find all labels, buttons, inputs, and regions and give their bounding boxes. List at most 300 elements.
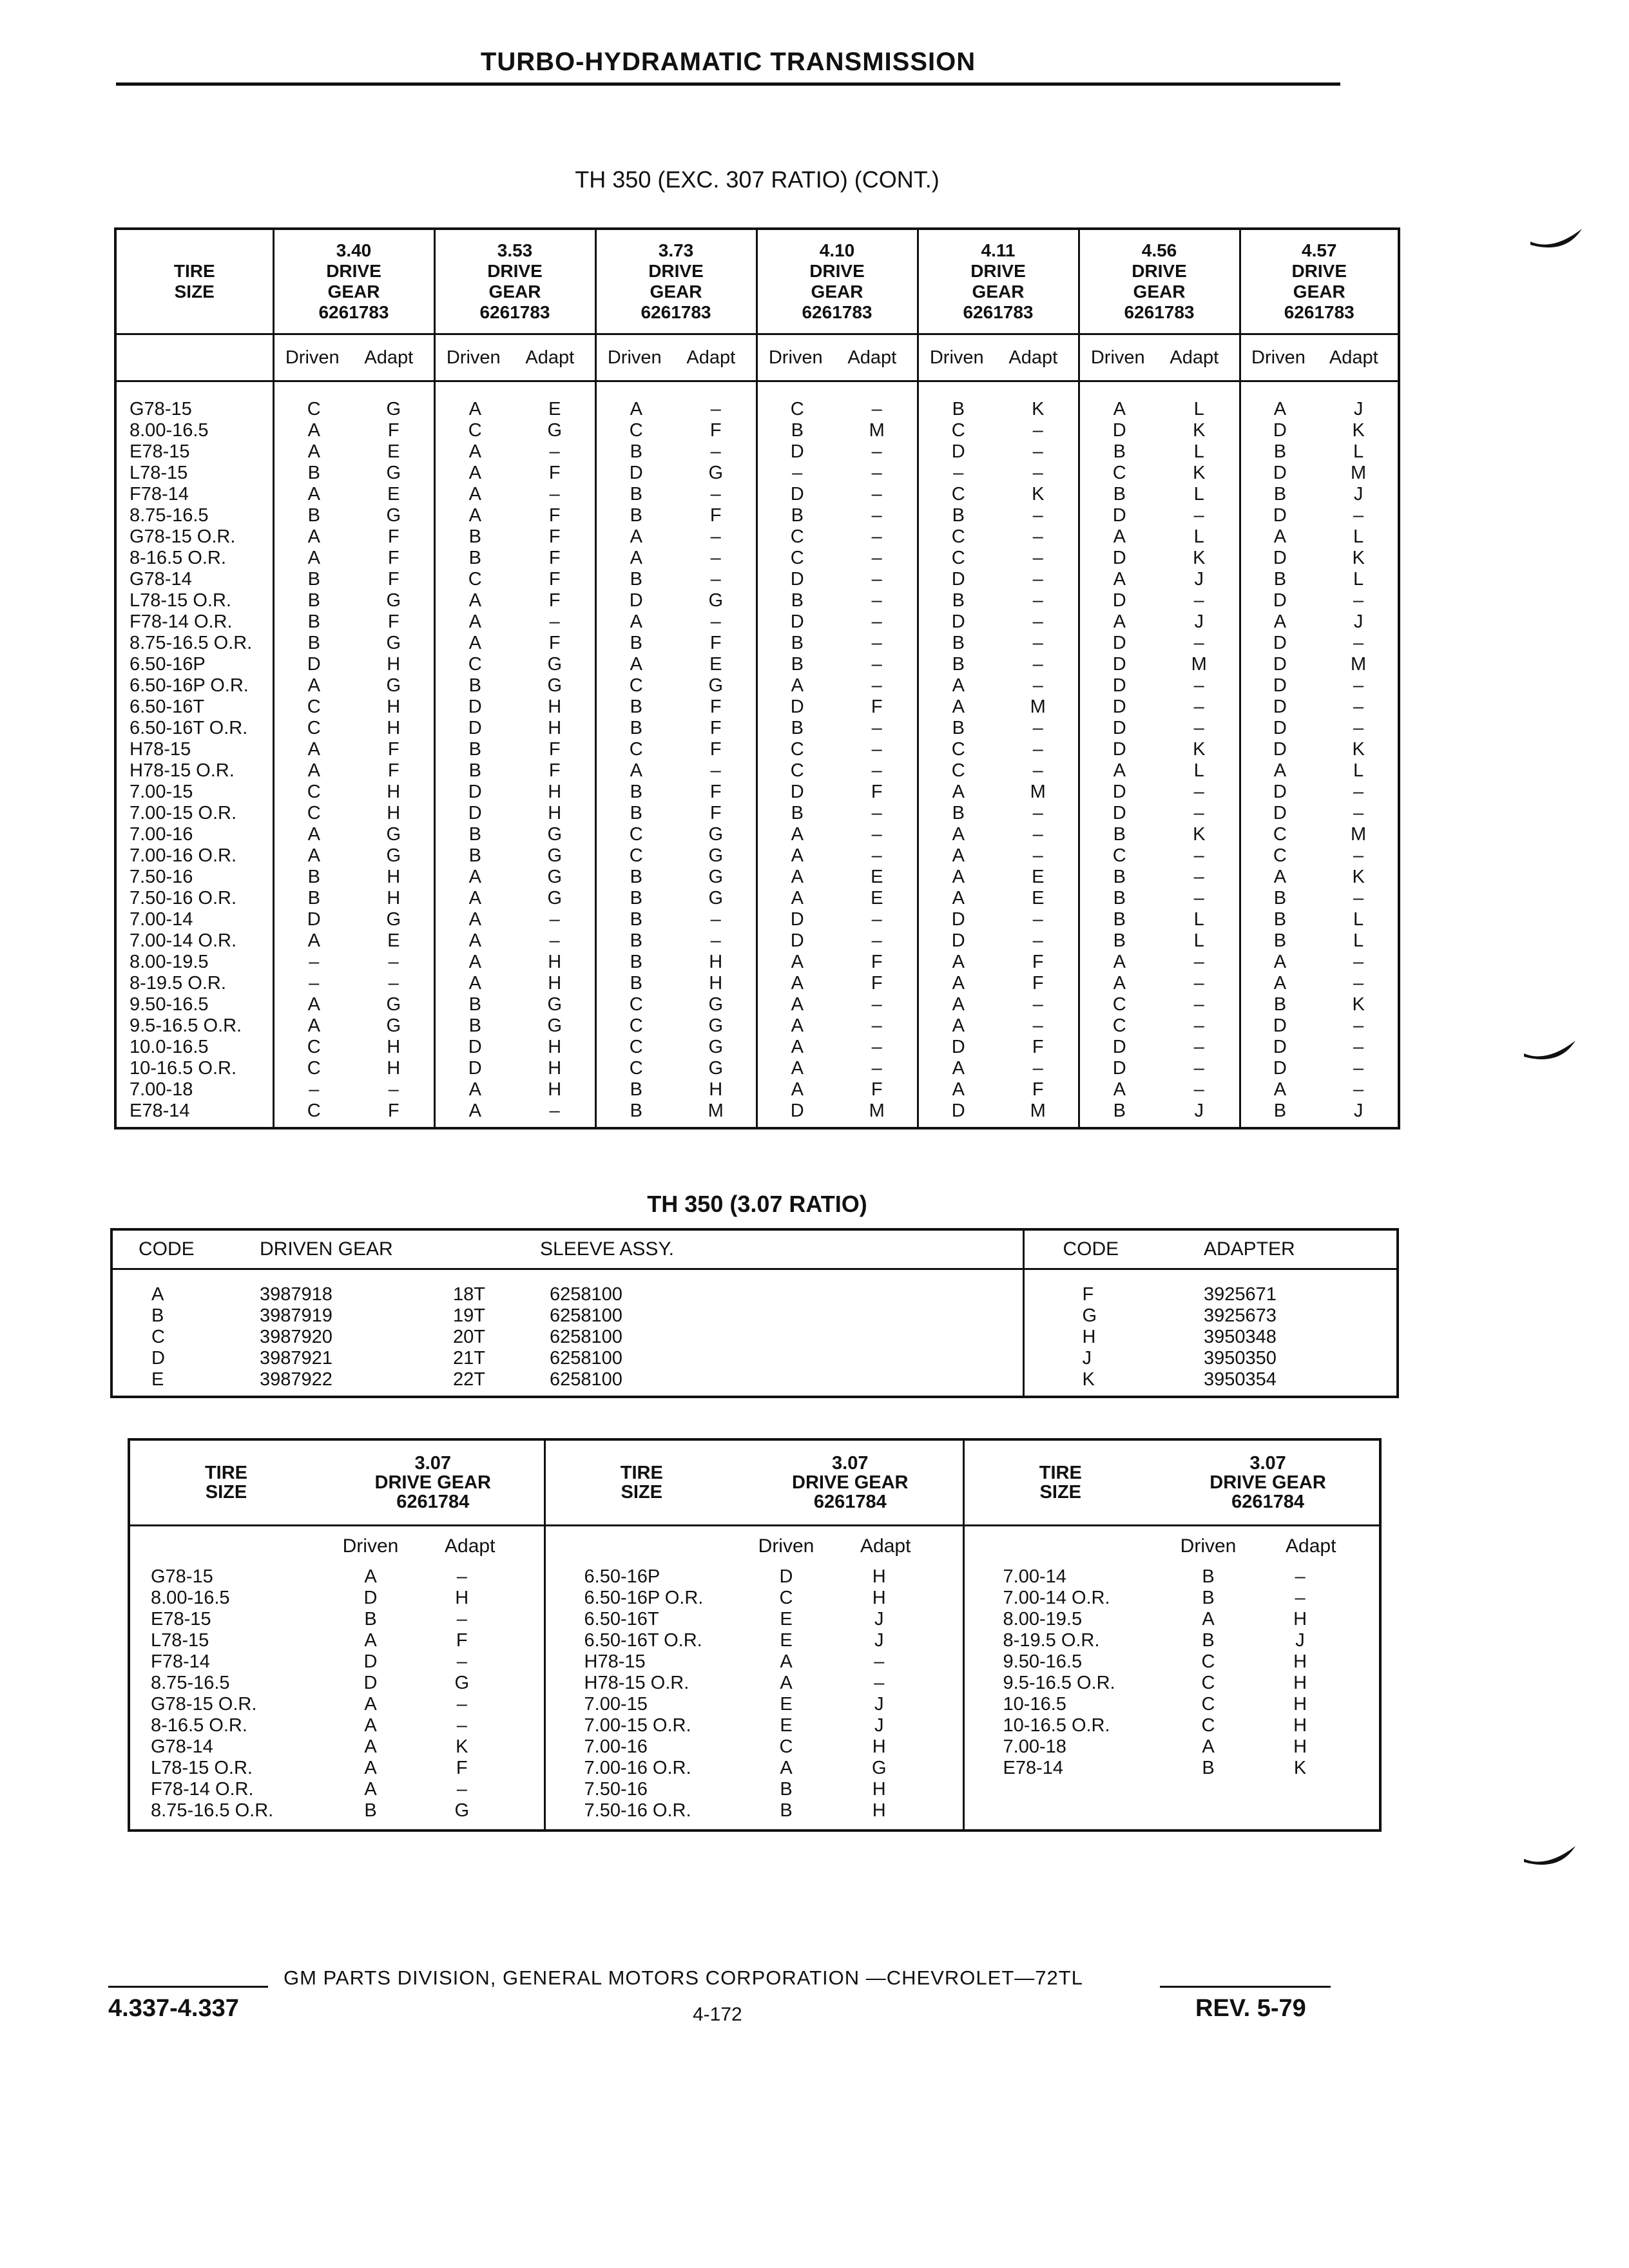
tire-size: 8-19.5 O.R.: [130, 973, 226, 994]
driven-code: A: [791, 675, 804, 696]
driven-gear-header: DRIVEN GEAR: [260, 1229, 530, 1269]
driven-code: C: [629, 1058, 643, 1079]
gear-code-row: [275, 845, 434, 867]
adapt-code: J: [874, 1630, 884, 1651]
adapter-code-header: CODE: [1023, 1229, 1107, 1269]
gear-code-row: [597, 484, 756, 505]
gear-code-row: [275, 1079, 434, 1100]
driven-code: C: [790, 399, 804, 419]
gear-code-row: [275, 1015, 434, 1037]
adapt-code: G: [386, 590, 401, 611]
adapt-code: –: [710, 930, 721, 951]
adapt-code: –: [1193, 845, 1204, 866]
gear-code-row: [758, 1058, 917, 1079]
adapt-code: –: [1353, 590, 1364, 611]
adapt-code: –: [1032, 463, 1043, 483]
gear-code-row: [919, 1100, 1078, 1122]
driven-part-number: 3987918: [260, 1284, 333, 1305]
adapt-code: H: [548, 803, 562, 823]
adapt-code: F: [709, 633, 722, 653]
driven-code: D: [1273, 697, 1287, 717]
driven-code: B: [630, 930, 642, 951]
gear-code-row: [275, 994, 434, 1015]
adapt-code: –: [1032, 1015, 1043, 1036]
driven-code: C: [1201, 1694, 1215, 1715]
gear-column-411: [918, 381, 1079, 1129]
driven-code: A: [364, 1694, 377, 1715]
code-header: CODE: [111, 1229, 260, 1269]
driven-code: B: [791, 505, 804, 526]
adapt-code: –: [874, 1673, 885, 1693]
driven-code: D: [468, 718, 482, 738]
adapt-code: G: [386, 994, 401, 1015]
adapt-code: –: [871, 633, 882, 653]
adapter-part-number: 3925673: [1204, 1305, 1277, 1326]
driven-code: A: [952, 888, 965, 908]
gear-code-row: [1241, 1037, 1398, 1058]
driven-code: A: [1273, 973, 1287, 994]
gear-code-row: [436, 1079, 595, 1100]
gear-code-row: [436, 1037, 595, 1058]
tire-size: 7.00-16: [584, 1736, 648, 1757]
gear-code-row: [436, 888, 595, 909]
adapt-code: K: [1032, 484, 1045, 505]
gear-code-row: [1080, 888, 1239, 909]
adapt-code: G: [871, 1758, 887, 1778]
gear-code-row: [919, 824, 1078, 845]
adapt-code: –: [871, 1015, 882, 1036]
gear-code-row: [1241, 973, 1398, 994]
adapt-code: G: [386, 675, 401, 696]
adapt-code: L: [1353, 930, 1364, 951]
tire-size: 8.00-16.5: [151, 1588, 230, 1608]
adapt-code: H: [1293, 1651, 1307, 1672]
adapt-code: H: [387, 888, 401, 908]
driven-code: D: [468, 1058, 482, 1079]
page-header-title: TURBO-HYDRAMATIC TRANSMISSION: [480, 48, 976, 76]
driven-code: D: [468, 697, 482, 717]
gear-code-row: [919, 973, 1078, 994]
adapt-code: –: [871, 930, 882, 951]
driven-code: C: [951, 548, 965, 568]
driven-code: –: [309, 973, 320, 994]
driven-code: C: [951, 484, 965, 505]
driven-code: C: [151, 1327, 165, 1347]
driven-code: C: [307, 1037, 321, 1057]
driven-code: D: [1112, 633, 1126, 653]
driven-code: E: [780, 1715, 793, 1736]
adapt-code: G: [708, 824, 724, 845]
gear-code-row: [758, 760, 917, 782]
driven-code: B: [468, 824, 481, 845]
gear-code-row: [758, 803, 917, 824]
adapt-subheader: Adapt: [860, 1535, 911, 1557]
driven-code: B: [630, 1100, 642, 1121]
adapt-code: –: [710, 399, 721, 419]
driven-code: D: [1112, 803, 1126, 823]
gear-code-row: [1080, 824, 1239, 845]
gear-code-row: [919, 1015, 1078, 1037]
adapt-code: –: [1353, 1058, 1364, 1079]
adapt-code: –: [871, 569, 882, 590]
gear-code-row: [1080, 973, 1239, 994]
tire-size: 8.00-19.5: [1003, 1609, 1083, 1629]
gear-code-row: [597, 526, 756, 548]
adapt-code: L: [1353, 569, 1364, 590]
driven-code: C: [629, 845, 643, 866]
adapt-code: H: [548, 973, 562, 994]
adapt-code: G: [708, 994, 724, 1015]
tire-size: H78-15 O.R.: [584, 1673, 689, 1693]
driven-teeth: 21T: [453, 1348, 485, 1369]
tire-size: 6.50-16T: [130, 697, 205, 717]
adapt-code: –: [871, 718, 882, 738]
driven-code: B: [630, 441, 642, 462]
gear-code-row: [1080, 505, 1239, 526]
adapt-code: F: [709, 420, 722, 441]
adapt-code: F: [871, 697, 883, 717]
driven-code: B: [952, 718, 965, 738]
gear-code-row: [919, 909, 1078, 930]
gear-code-row: [758, 633, 917, 654]
driven-code: C: [307, 1100, 321, 1121]
driven-code: A: [468, 484, 481, 505]
adapter-part-number: 3950354: [1204, 1369, 1277, 1390]
tire-size: G78-14: [151, 1736, 213, 1757]
adapt-code: K: [1032, 399, 1045, 419]
driven-code: D: [363, 1588, 378, 1608]
adapt-code: G: [454, 1673, 470, 1693]
gear-code-row: [1080, 1037, 1239, 1058]
gear-code-row: [1241, 782, 1398, 803]
gear-code-row: [1080, 909, 1239, 930]
driven-code: D: [1112, 739, 1126, 760]
tire-size: 10-16.5 O.R.: [130, 1058, 237, 1079]
tire-size: L78-15 O.R.: [151, 1758, 253, 1778]
adapt-code: –: [1032, 569, 1043, 590]
driven-code: D: [1273, 739, 1287, 760]
gear-code-row: [597, 611, 756, 633]
driven-code: B: [630, 718, 642, 738]
driven-code: C: [1273, 845, 1287, 866]
gear-code-row: [275, 548, 434, 569]
driven-code: A: [952, 1015, 965, 1036]
gear-code-row: [919, 952, 1078, 973]
tire-size: 7.50-16 O.R.: [130, 888, 237, 908]
driven-code: D: [1273, 420, 1287, 441]
driven-code: A: [1202, 1609, 1215, 1629]
adapt-code: –: [871, 505, 882, 526]
driven-code: B: [468, 994, 481, 1015]
adapt-list: [1260, 1566, 1380, 1831]
adapt-code: –: [1193, 994, 1204, 1015]
driven-code: B: [1273, 484, 1287, 505]
gear-code-row: [275, 973, 434, 994]
gear-code-row: [275, 526, 434, 548]
sleeve-assy-header: SLEEVE ASSY.: [530, 1229, 1023, 1269]
tire-size: 6.50-16P O.R.: [130, 675, 249, 696]
tire-size: 9.5-16.5 O.R.: [130, 1015, 242, 1036]
adapt-code: F: [548, 633, 561, 653]
gear-code-row: [919, 654, 1078, 675]
adapt-code: H: [872, 1800, 886, 1821]
adapt-code: G: [547, 420, 563, 441]
gear-code-row: [1241, 867, 1398, 888]
driven-code: A: [468, 441, 481, 462]
footer-revision: REV. 5-79: [1195, 1995, 1306, 2022]
gear-code-row: [275, 803, 434, 824]
driven-code: D: [1273, 505, 1287, 526]
tire-size: 7.00-15: [584, 1694, 648, 1715]
adapt-list: [834, 1566, 963, 1831]
driven-code: –: [309, 952, 320, 972]
subheader: Driven Adapt: [273, 334, 434, 381]
gear-code-row: [1241, 441, 1398, 463]
gear-code-row: [758, 399, 917, 420]
gear-code-row: [436, 526, 595, 548]
gear-code-row: [1080, 1100, 1239, 1122]
adapt-code: K: [1352, 548, 1365, 568]
gear-code-row: [1241, 1058, 1398, 1079]
driven-code: A: [468, 399, 481, 419]
tire-size: L78-15: [130, 463, 188, 483]
th350-307-codes-table: [110, 1228, 1399, 1398]
driven-code: D: [951, 1037, 965, 1057]
gear-code-row: [758, 782, 917, 803]
driven-code: A: [468, 888, 481, 908]
gear-code-row: [275, 484, 434, 505]
subheader: Driven Adapt: [1079, 334, 1240, 381]
gear-code-row: [597, 824, 756, 845]
adapt-code: J: [1194, 611, 1204, 632]
driven-teeth-list: [453, 1269, 530, 1398]
driven-code: C: [790, 548, 804, 568]
driven-code: C: [1112, 994, 1126, 1015]
adapt-code: –: [1032, 909, 1043, 930]
adapt-code: –: [1353, 633, 1364, 653]
driven-code: B: [630, 1079, 642, 1100]
driven-code: D: [1273, 782, 1287, 802]
adapt-code: H: [548, 782, 562, 802]
driven-code: D: [790, 569, 804, 590]
tire-size: 7.50-16: [584, 1779, 648, 1800]
driven-code: A: [952, 782, 965, 802]
gear-code-row: [275, 782, 434, 803]
gear-code-row: [597, 994, 756, 1015]
driven-code: D: [1112, 654, 1126, 675]
adapt-code: H: [872, 1588, 886, 1608]
gear-code-row: [758, 718, 917, 739]
driven-code: D: [790, 909, 804, 930]
subheader: Driven Adapt: [1240, 334, 1399, 381]
adapt-code: –: [871, 739, 882, 760]
driven-code: A: [364, 1715, 377, 1736]
gear-code-row: [436, 590, 595, 611]
tire-size-header: TIRE SIZE: [115, 229, 273, 334]
gear-code-row: [758, 845, 917, 867]
section1-title: TH 350 (EXC. 307 RATIO) (CONT.): [575, 166, 940, 193]
sleeve-part-number: 6258100: [550, 1348, 622, 1369]
adapt-code: –: [710, 569, 721, 590]
adapt-code: –: [549, 1100, 560, 1121]
driven-code: B: [791, 718, 804, 738]
gear-code-row: [919, 845, 1078, 867]
gear-code-row: [436, 973, 595, 994]
tire-size: 10-16.5 O.R.: [1003, 1715, 1110, 1736]
gear-code-row: [275, 909, 434, 930]
driven-code: C: [951, 739, 965, 760]
driven-part-number: 3987920: [260, 1327, 333, 1347]
gear-code-row: [758, 611, 917, 633]
gear-code-row: [1241, 845, 1398, 867]
adapt-code: G: [386, 633, 401, 653]
adapt-code: L: [1353, 760, 1364, 781]
gear-code-row: [1080, 675, 1239, 697]
gear-code-row: [436, 420, 595, 441]
adapt-code: J: [1353, 611, 1364, 632]
adapt-code: –: [1353, 718, 1364, 738]
adapt-code: F: [387, 739, 400, 760]
adapt-code: M: [1030, 782, 1046, 802]
gear-code-row: [275, 611, 434, 633]
gear-code-row: [1241, 420, 1398, 441]
driven-code: A: [307, 441, 320, 462]
gear-code-row: [1080, 1079, 1239, 1100]
tire-size: 7.00-16 O.R.: [130, 845, 237, 866]
adapt-code: H: [1293, 1715, 1307, 1736]
gear-code-row: [275, 463, 434, 484]
tire-size: 6.50-16T O.R.: [130, 718, 248, 738]
gear-code-row: [919, 548, 1078, 569]
driven-code: D: [1273, 463, 1287, 483]
gear-code-row: [436, 782, 595, 803]
adapt-code: M: [708, 1100, 724, 1121]
driven-code: B: [468, 1015, 481, 1036]
driven-code: C: [779, 1588, 793, 1608]
driven-code: D: [629, 590, 643, 611]
gear-column-457: [1240, 381, 1399, 1129]
gear-code-row: [919, 1058, 1078, 1079]
driven-code: E: [780, 1609, 793, 1629]
driven-code: A: [1113, 399, 1126, 419]
adapt-code: F: [548, 760, 561, 781]
gear-code-row: [597, 718, 756, 739]
adapt-code: H: [387, 782, 401, 802]
driven-code: A: [952, 1079, 965, 1100]
driven-code: D: [1112, 1037, 1126, 1057]
adapt-code: F: [548, 505, 561, 526]
adapt-code: –: [710, 526, 721, 547]
driven-code: D: [1273, 548, 1287, 568]
adapt-code: L: [1353, 909, 1364, 930]
gear-code-row: [1080, 526, 1239, 548]
gear-code-row: [597, 782, 756, 803]
adapt-code: –: [456, 1779, 467, 1800]
driven-code: C: [1112, 463, 1126, 483]
section2-title: TH 350 (3.07 RATIO): [647, 1191, 867, 1217]
footer-rule-right: [1160, 1986, 1331, 1988]
adapt-code: –: [871, 824, 882, 845]
adapt-code: M: [1351, 824, 1367, 845]
adapt-code: L: [1193, 909, 1204, 930]
tire-size: G78-14: [130, 569, 192, 590]
gear-code-row: [919, 718, 1078, 739]
adapt-code: L: [1193, 484, 1204, 505]
driven-code: C: [1201, 1651, 1215, 1672]
driven-code: A: [151, 1284, 164, 1305]
driven-code: B: [468, 548, 481, 568]
driven-code: B: [307, 633, 320, 653]
gear-code-row: [919, 441, 1078, 463]
gear-code-row: [275, 654, 434, 675]
adapt-code: G: [547, 888, 563, 908]
adapt-code: H: [872, 1779, 886, 1800]
tire-size: 7.00-14: [1003, 1566, 1066, 1587]
gear-code-row: [597, 697, 756, 718]
driven-code: B: [791, 633, 804, 653]
adapt-code: G: [454, 1800, 470, 1821]
gear-code-row: [597, 548, 756, 569]
adapt-code: H: [387, 1037, 401, 1057]
adapt-code: H: [709, 973, 723, 994]
driven-code: D: [790, 1100, 804, 1121]
drive-gear-header: 3.07 DRIVE GEAR 6261784: [738, 1439, 963, 1526]
gear-code-row: [1241, 824, 1398, 845]
adapt-code: –: [1032, 930, 1043, 951]
driven-code: B: [630, 633, 642, 653]
driven-code: –: [953, 463, 964, 483]
tire-size: 10-16.5: [1003, 1694, 1066, 1715]
gear-code-row: [275, 739, 434, 760]
adapt-code: –: [549, 611, 560, 632]
adapt-code: H: [387, 1058, 401, 1079]
adapt-code: K: [1193, 739, 1206, 760]
gear-code-row: [1241, 697, 1398, 718]
gear-code-row: [436, 760, 595, 782]
driven-code: D: [1273, 718, 1287, 738]
adapt-code: –: [871, 1037, 882, 1057]
driven-code: B: [307, 611, 320, 632]
gear-code-row: [275, 824, 434, 845]
adapt-code: –: [1032, 505, 1043, 526]
drive-gear-header: 3.07 DRIVE GEAR 6261784: [1157, 1439, 1380, 1526]
tire-size: F78-14 O.R.: [151, 1779, 254, 1800]
gear-code-row: [1241, 1079, 1398, 1100]
adapt-code: –: [871, 803, 882, 823]
tire-size: E78-15: [151, 1609, 211, 1629]
adapt-code: –: [1032, 845, 1043, 866]
adapt-code: H: [1293, 1609, 1307, 1629]
adapt-code: J: [1295, 1630, 1305, 1651]
driven-code: D: [951, 611, 965, 632]
adapt-code: –: [1032, 441, 1043, 462]
adapt-code: K: [456, 1736, 468, 1757]
gear-code-row: [1241, 952, 1398, 973]
gear-code-row: [1080, 463, 1239, 484]
driven-code: A: [1273, 1079, 1287, 1100]
driven-code: D: [1112, 782, 1126, 802]
gear-header-410: 4.10 DRIVE GEAR 6261783: [757, 229, 918, 334]
driven-code: A: [791, 952, 804, 972]
gear-code-row: [1080, 760, 1239, 782]
tire-size: 7.00-15 O.R.: [130, 803, 237, 823]
adapt-code: –: [710, 441, 721, 462]
adapt-code: M: [1351, 463, 1367, 483]
adapt-code: J: [874, 1694, 884, 1715]
gear-code-row: [436, 1058, 595, 1079]
gear-code-row: [1080, 952, 1239, 973]
drive-gear-header: 3.07 DRIVE GEAR 6261784: [322, 1439, 545, 1526]
